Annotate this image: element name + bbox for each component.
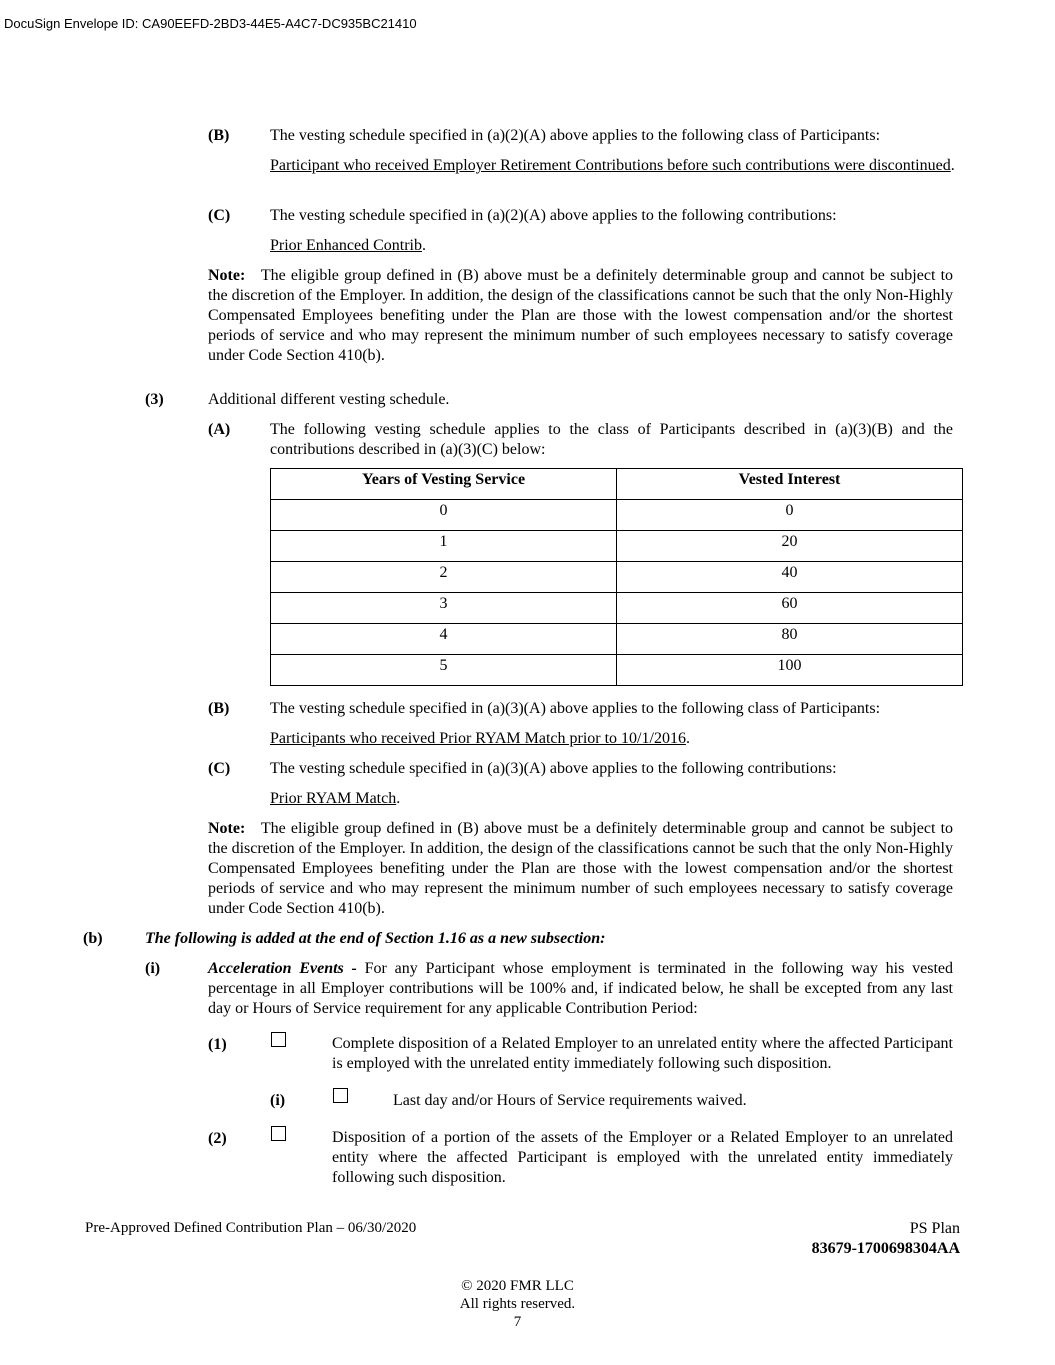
table-cell: 3 [271,593,617,624]
table-cell: 4 [271,624,617,655]
answer-a3b-value: Participants who received Prior RYAM Match prior to 10/1/2016 [270,730,686,747]
table-cell: 0 [271,500,617,531]
footer-plan-info [812,1219,960,1259]
footer-plan-type: PS Plan [909,1220,960,1237]
item-label-a3a: (A) [208,421,231,438]
answer-a2b-end: . [950,157,955,174]
footer-copyright-block [0,1277,1035,1331]
option-text-1: Complete disposition of a Related Employer to an unrelated entity where the affected Participant is employed with the unrelated entity immediately following such disposition. [332,1035,953,1072]
answer-a2c-end: . [421,237,426,254]
item-label-a2c: (C) [208,207,231,224]
table-header-row [271,469,963,500]
checkbox-option-1i[interactable] [333,1088,348,1103]
item-text-a2b: The vesting schedule specified in (a)(2)(A) above applies to the following class of Participants: [270,127,881,144]
item-label-a3: (3) [145,391,164,408]
page-number: 7 [513,1314,522,1330]
item-text-a3c: The vesting schedule specified in (a)(3)(A) above applies to the following contributions: [270,760,837,777]
answer-a2c [270,236,426,256]
envelope-id: DocuSign Envelope ID: CA90EEFD-2BD3-44E5-A4C7-DC935BC21410 [4,16,417,31]
acceleration-events-text: For any Participant whose employment is terminated in the following way his vested percentage in all Employer contributions will be 100% and, if indicated below, he shall be excepted from any last day or Hours of Service requirement for any applicable Contribution Period: [208,960,954,1017]
checkbox-option-2[interactable] [271,1126,286,1141]
footer-plan-doc: Pre-Approved Defined Contribution Plan – 06/30/2020 [85,1220,417,1236]
answer-a3b [270,729,690,749]
option-label-1i: (i) [270,1092,286,1109]
acceleration-events [208,959,953,1019]
answer-a2b [270,156,957,176]
section-b-heading: The following is added at the end of Section 1.16 as a new subsection: [145,930,606,947]
table-cell: 40 [617,562,963,593]
table-row [271,593,963,624]
item-label-bi: (i) [145,960,161,977]
option-text-1i: Last day and/or Hours of Service requirements waived. [393,1092,747,1109]
answer-a3c-end: . [396,790,401,807]
footer-rights: All rights reserved. [459,1296,576,1312]
table-cell: 5 [271,655,617,686]
item-text-a3a: The following vesting schedule applies to the class of Participants described in (a)(3)(B) and the contributions described in (a)(3)(C) below: [270,421,953,458]
item-label-a3b: (B) [208,700,230,717]
note-a3 [208,819,953,919]
table-row [271,562,963,593]
note-a2-text: The eligible group defined in (B) above must be a definitely determinable group and cannot be subject to the discretion of the Employer. In addition, the design of the classifications cannot be such that the only Non-Highly Compensated Employees benefiting under the Plan are those with the lowest compensation and/or the shortest periods of service and who may represent the minimum number of such employees necessary to satisfy coverage under Code Section 410(b). [208,267,954,364]
table-cell: 1 [271,531,617,562]
table-cell: 60 [617,593,963,624]
table-row [271,531,963,562]
checkbox-option-1[interactable] [271,1032,286,1047]
table-row [271,500,963,531]
table-row [271,624,963,655]
item-label-b: (b) [83,930,103,947]
table-cell: 80 [617,624,963,655]
item-label-a2b: (B) [208,127,230,144]
vesting-table [270,468,963,686]
item-title-a3: Additional different vesting schedule. [208,391,450,408]
footer-copyright: © 2020 FMR LLC [461,1278,574,1294]
option-label-2: (2) [208,1130,227,1147]
note-a3-text: The eligible group defined in (B) above must be a definitely determinable group and cannot be subject to the discretion of the Employer. In addition, the design of the classifications cannot be such that the only Non-Highly Compensated Employees benefiting under the Plan are those with the lowest compensation and/or the shortest periods of service and who may represent the minimum number of such employees necessary to satisfy coverage under Code Section 410(b). [208,820,954,917]
answer-a2b-value: Participant who received Employer Retirement Contributions before such contributions were discontinued [270,157,951,174]
note-a2-label: Note: [208,267,246,284]
answer-a3c [270,789,400,809]
acceleration-events-title: Acceleration Events - [208,960,365,977]
option-text-2: Disposition of a portion of the assets of the Employer or a Related Employer to an unrelated entity where the affected Participant is employed with the unrelated entity immediately following such disposition. [332,1129,953,1186]
table-cell: 20 [617,531,963,562]
answer-a3b-end: . [685,730,690,747]
table-cell: 100 [617,655,963,686]
note-a2 [208,266,953,366]
table-cell: 2 [271,562,617,593]
footer-plan-id: 83679-1700698304AA [811,1240,960,1257]
item-label-a3c: (C) [208,760,231,777]
column-header-years: Years of Vesting Service [271,469,617,500]
item-text-a3b: The vesting schedule specified in (a)(3)(A) above applies to the following class of Participants: [270,700,881,717]
table-cell: 0 [617,500,963,531]
answer-a2c-value: Prior Enhanced Contrib [270,237,422,254]
note-a3-label: Note: [208,820,246,837]
item-text-a2c: The vesting schedule specified in (a)(2)(A) above applies to the following contributions: [270,207,837,224]
column-header-vested: Vested Interest [617,469,963,500]
answer-a3c-value: Prior RYAM Match [270,790,397,807]
table-row [271,655,963,686]
option-label-1: (1) [208,1036,227,1053]
